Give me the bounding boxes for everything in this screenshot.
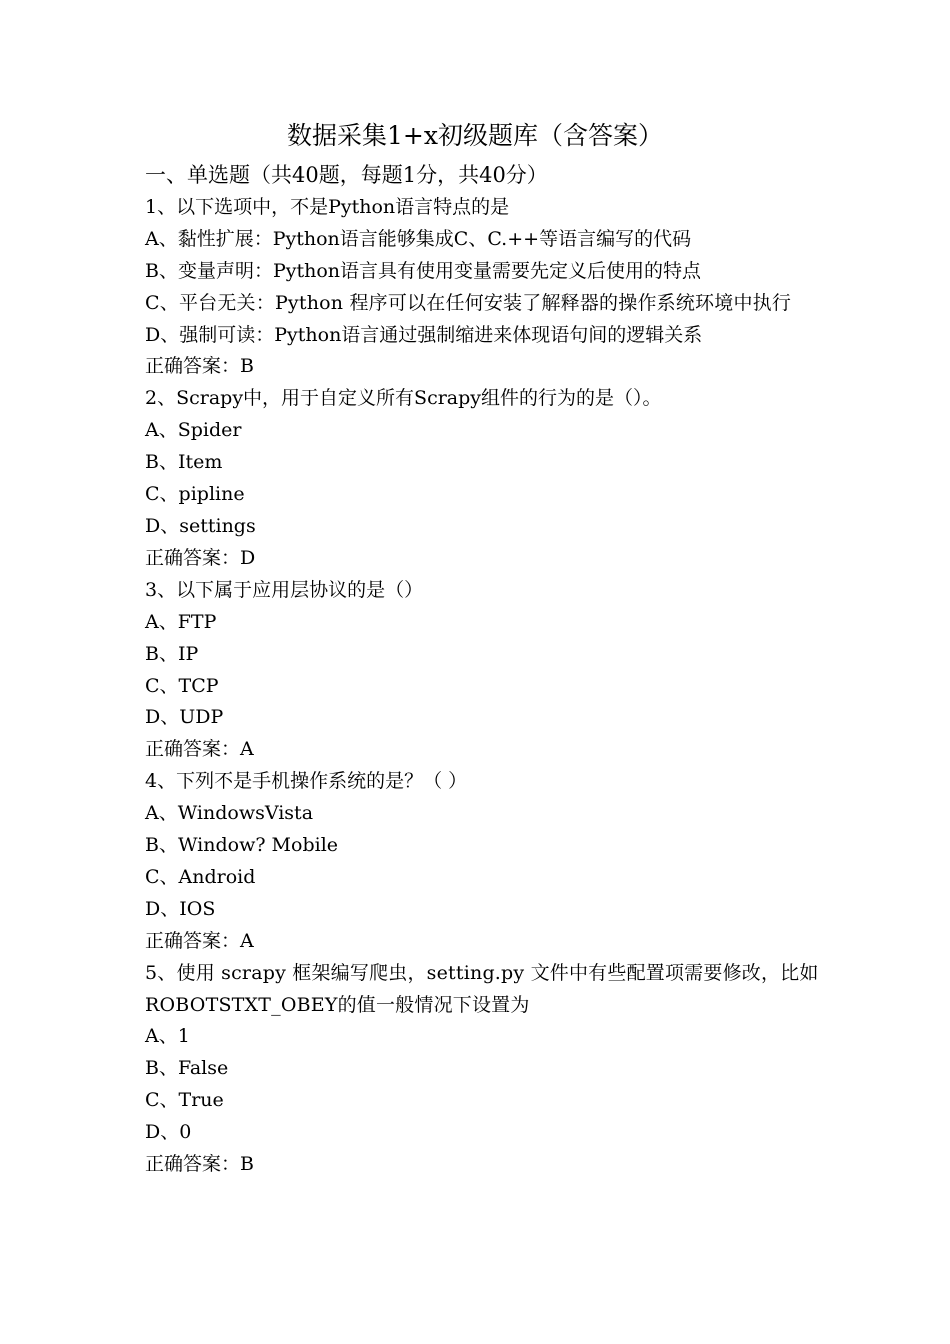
option-b: B、False (145, 1057, 229, 1080)
option-a: A、Spider (145, 419, 242, 442)
option-b: B、IP (145, 642, 199, 665)
option-d: D、强制可读：Python语言通过强制缩进来体现语句间的逻辑关系 (145, 323, 703, 346)
correct-answer: 正确答案：B (145, 1153, 254, 1176)
option-c: C、TCP (145, 674, 219, 697)
question-stem: 4、下列不是手机操作系统的是？（ ） (145, 770, 468, 793)
option-a: A、WindowsVista (145, 802, 314, 825)
option-d: D、IOS (145, 897, 216, 920)
question-1 (145, 192, 835, 383)
document-title: 数据采集1+x初级题库（含答案） (287, 121, 663, 150)
correct-answer: 正确答案：B (145, 355, 254, 378)
option-c: C、平台无关：Python 程序可以在任何安装了解释器的操作系统环境中执行 (145, 291, 792, 314)
option-a: A、FTP (145, 610, 217, 633)
correct-answer: 正确答案：A (145, 738, 254, 761)
option-a: A、1 (145, 1025, 190, 1048)
option-d: D、UDP (145, 706, 224, 729)
option-d: D、settings (145, 514, 256, 537)
option-b: B、Window? Mobile (145, 834, 339, 857)
question-stem: 1、以下选项中，不是Python语言特点的是 (145, 195, 510, 218)
option-c: C、pipline (145, 483, 245, 506)
option-c: C、Android (145, 865, 256, 888)
option-c: C、True (145, 1089, 224, 1112)
correct-answer: 正确答案：D (145, 546, 256, 569)
question-stem: 2、Scrapy中，用于自定义所有Scrapy组件的行为的是（）。 (145, 387, 662, 410)
question-4 (145, 766, 835, 957)
question-2 (145, 383, 835, 574)
option-a: A、黏性扩展：Python语言能够集成C、C.++等语言编写的代码 (145, 227, 692, 250)
question-3 (145, 575, 835, 766)
option-d: D、0 (145, 1121, 192, 1144)
section-heading: 一、单选题（共40题，每题1分，共40分） (145, 163, 548, 187)
question-5 (145, 958, 835, 1181)
option-b: B、Item (145, 451, 223, 474)
question-stem: 5、使用 scrapy 框架编写爬虫，setting.py 文件中有些配置项需要修改，比如ROBOTSTXT_OBEY的值一般情况下设置为 (145, 961, 819, 1016)
correct-answer: 正确答案：A (145, 929, 254, 952)
question-stem: 3、以下属于应用层协议的是（） (145, 578, 424, 601)
document-body (145, 160, 835, 1181)
option-b: B、变量声明：Python语言具有使用变量需要先定义后使用的特点 (145, 259, 702, 282)
